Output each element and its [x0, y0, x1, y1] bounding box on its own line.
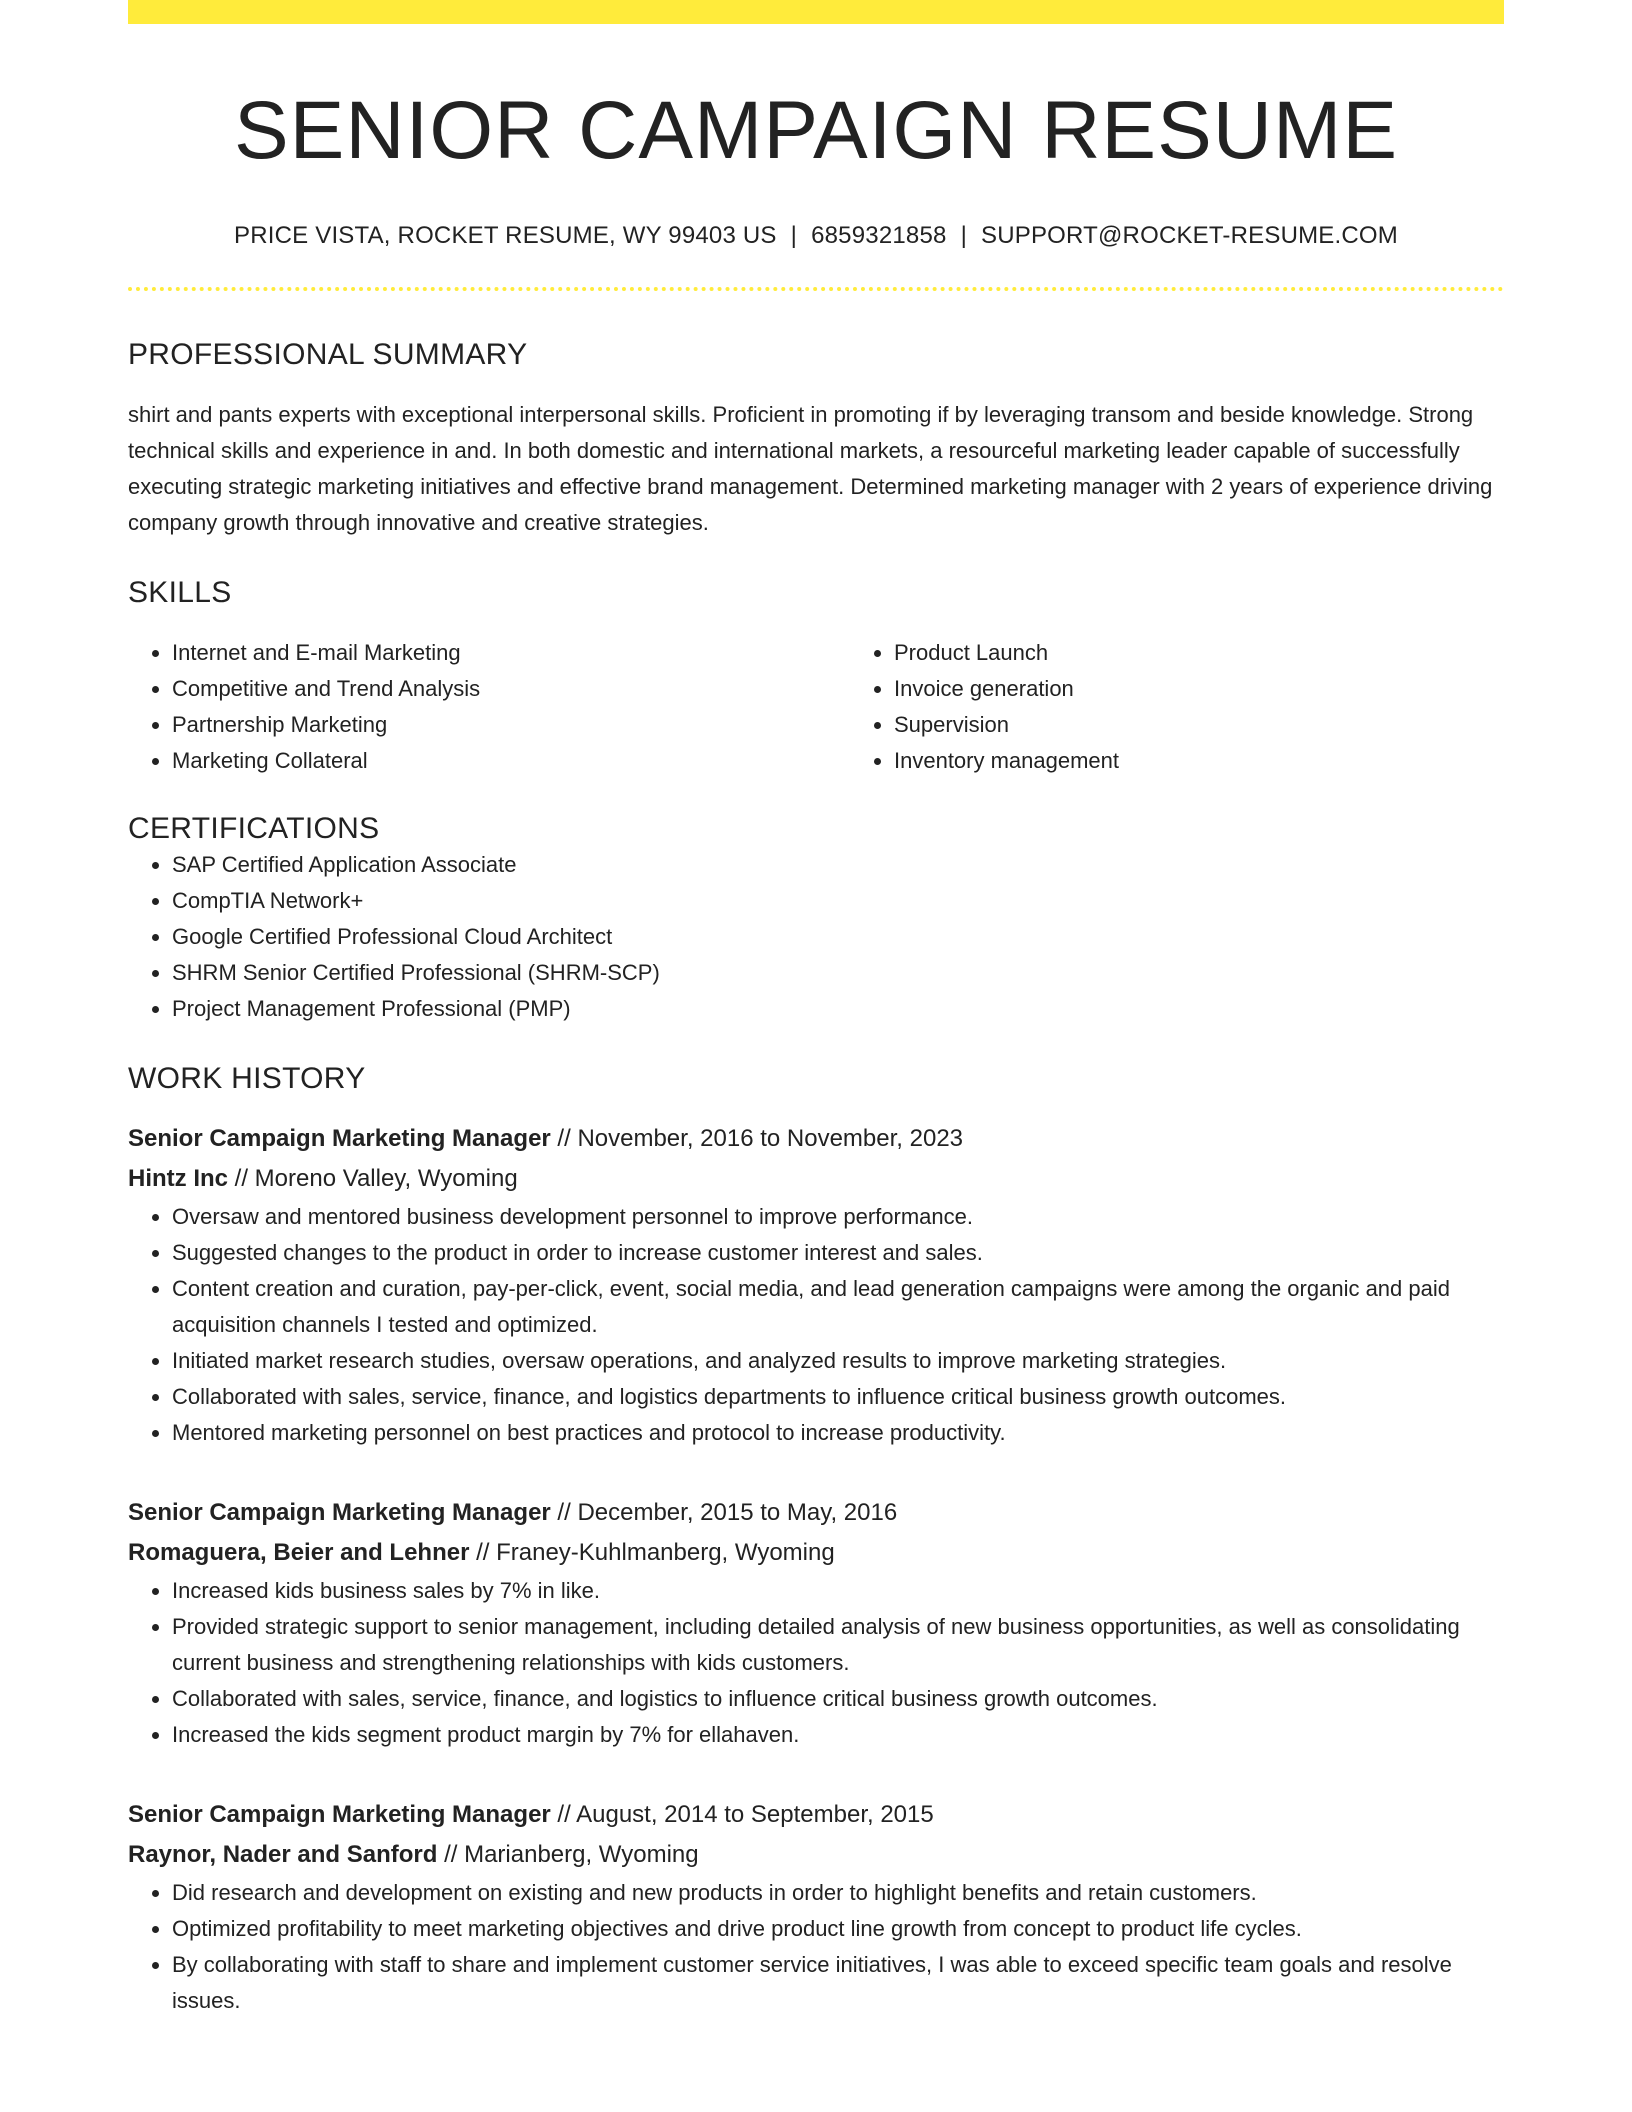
job-dates: // December, 2015 to May, 2016 — [550, 1499, 898, 1527]
job-role-line — [128, 1493, 1504, 1533]
contact-separator: | — [790, 222, 798, 250]
skill-item: • Product Launch — [894, 635, 1572, 671]
job-bullet: • Did research and development on existing and new products in order to highlight benefits and retain customers. — [172, 1875, 1504, 1911]
job-bullet: • Initiated market research studies, oversaw operations, and analyzed results to improve marketing strategies. — [172, 1343, 1504, 1379]
summary-text: shirt and pants experts with exceptional interpersonal skills. Proficient in promoting if by leveraging transom and beside knowledge. Strong technical skills and experience in and. In both domestic and international markets, a resourceful marketing leader capable of successfully executing strategic marketing initiatives and effective brand management. Determined marketing manager with 2 years of experience driving company growth through innovative and creative strategies. — [128, 402, 1493, 536]
contact-email: SUPPORT@ROCKET-RESUME.COM — [981, 222, 1398, 250]
job-company: Romaguera, Beier and Lehner — [128, 1539, 470, 1567]
skill-item: • Inventory management — [894, 743, 1572, 779]
contact-line — [128, 220, 1504, 251]
job-bullet: • Oversaw and mentored business development personnel to improve performance. — [172, 1199, 1504, 1235]
certification-item: • Google Certified Professional Cloud Architect — [172, 919, 1504, 955]
certification-item: • CompTIA Network+ — [172, 883, 1504, 919]
skills-list-right — [850, 635, 1572, 779]
skill-item: • Competitive and Trend Analysis — [172, 671, 850, 707]
job-location: // Marianberg, Wyoming — [437, 1841, 699, 1869]
certifications-heading: CERTIFICATIONS — [128, 812, 380, 846]
job-entry — [128, 1119, 1504, 1451]
job-bullet: • Provided strategic support to senior management, including detailed analysis of new business opportunities, as well as consolidating current business and strengthening relationships with kids customers. — [172, 1609, 1504, 1681]
skill-item: • Internet and E-mail Marketing — [172, 635, 850, 671]
skills-columns — [128, 635, 1504, 779]
job-bullet: • Content creation and curation, pay-per-click, event, social media, and lead generation campaigns were among the organic and paid acquisition channels I tested and optimized. — [172, 1271, 1504, 1343]
job-bullet: • By collaborating with staff to share and implement customer service initiatives, I was able to exceed specific team goals and resolve issues. — [172, 1947, 1504, 2019]
job-bullet: • Collaborated with sales, service, finance, and logistics departments to influence critical business growth outcomes. — [172, 1379, 1504, 1415]
certification-item: • Project Management Professional (PMP) — [172, 991, 1504, 1027]
skills-list-left — [128, 635, 850, 779]
skills-heading: SKILLS — [128, 576, 232, 610]
job-bullet: • Optimized profitability to meet marketing objectives and drive product line growth from concept to product life cycles. — [172, 1911, 1504, 1947]
job-bullets — [128, 1875, 1504, 2019]
job-company-line — [128, 1533, 1504, 1573]
job-company: Raynor, Nader and Sanford — [128, 1841, 438, 1869]
job-bullet: • Increased the kids segment product margin by 7% for ellahaven. — [172, 1717, 1504, 1753]
job-dates: // August, 2014 to September, 2015 — [550, 1801, 934, 1829]
resume-page — [128, 0, 1504, 2019]
job-company: Hintz Inc — [128, 1165, 228, 1193]
job-role: Senior Campaign Marketing Manager — [128, 1125, 551, 1153]
skill-item: • Supervision — [894, 707, 1572, 743]
top-accent-bar — [128, 0, 1504, 24]
certification-item: • SAP Certified Application Associate — [172, 847, 1504, 883]
job-role-line — [128, 1795, 1504, 1835]
resume-title: SENIOR CAMPAIGN RESUME — [233, 85, 1399, 176]
job-role-line — [128, 1119, 1504, 1159]
job-bullet: • Suggested changes to the product in order to increase customer interest and sales. — [172, 1235, 1504, 1271]
skill-item: • Partnership Marketing — [172, 707, 850, 743]
job-entry — [128, 1795, 1504, 2019]
skill-item: • Invoice generation — [894, 671, 1572, 707]
job-bullets — [128, 1573, 1504, 1753]
job-bullet: • Collaborated with sales, service, finance, and logistics to influence critical business growth outcomes. — [172, 1681, 1504, 1717]
job-company-line — [128, 1835, 1504, 1875]
job-bullet: • Mentored marketing personnel on best practices and protocol to increase productivity. — [172, 1415, 1504, 1451]
job-dates: // November, 2016 to November, 2023 — [550, 1125, 964, 1153]
certifications-list — [128, 847, 1504, 1027]
summary-heading: PROFESSIONAL SUMMARY — [128, 338, 528, 372]
job-entry — [128, 1493, 1504, 1753]
header-divider — [128, 287, 1504, 291]
job-bullets — [128, 1199, 1504, 1451]
job-location: // Franey-Kuhlmanberg, Wyoming — [469, 1539, 835, 1567]
job-role: Senior Campaign Marketing Manager — [128, 1499, 551, 1527]
contact-separator: | — [960, 222, 967, 250]
job-bullet: • Increased kids business sales by 7% in like. — [172, 1573, 1504, 1609]
skill-item: • Marketing Collateral — [172, 743, 850, 779]
contact-address: PRICE VISTA, ROCKET RESUME, WY 99403 US — [234, 222, 777, 250]
job-role: Senior Campaign Marketing Manager — [128, 1801, 551, 1829]
work-history-heading: WORK HISTORY — [128, 1062, 366, 1096]
contact-phone: 6859321858 — [811, 222, 947, 250]
certification-item: • SHRM Senior Certified Professional (SHRM-SCP) — [172, 955, 1504, 991]
job-location: // Moreno Valley, Wyoming — [228, 1165, 518, 1193]
job-company-line — [128, 1159, 1504, 1199]
